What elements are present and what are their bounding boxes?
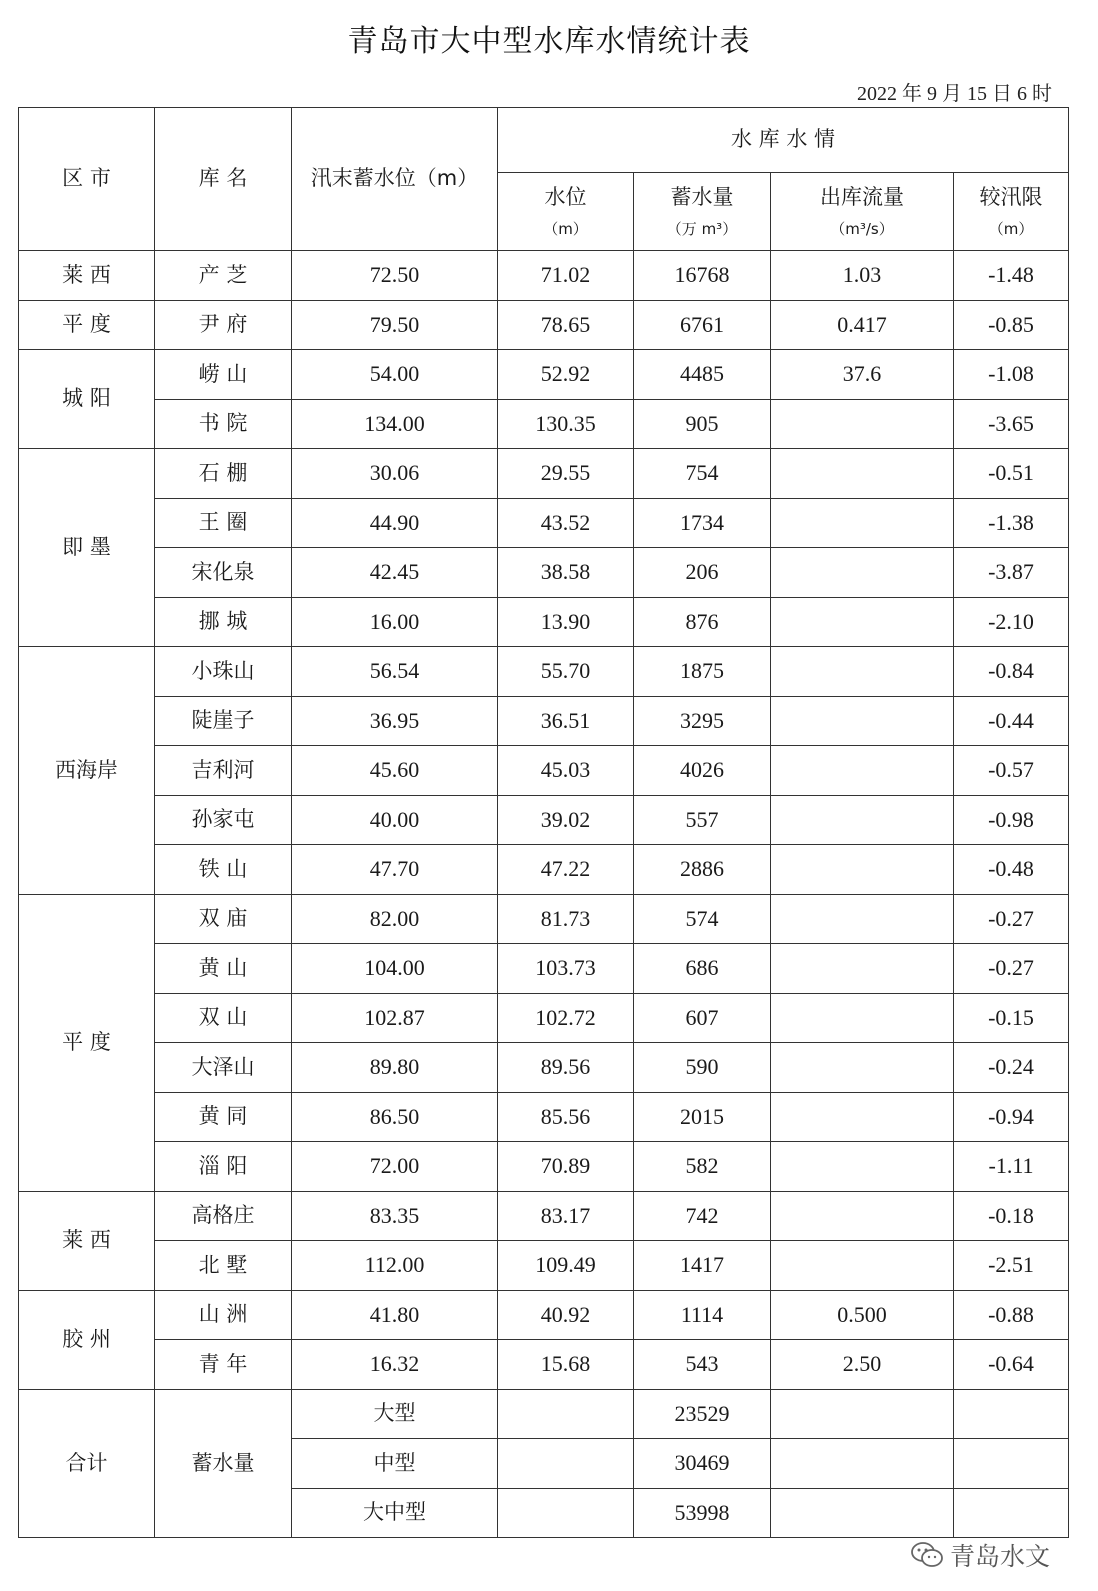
table-row	[19, 1241, 1069, 1291]
vs-limit-cell: -0.98	[954, 795, 1069, 845]
reservoir-name-cell: 高格庄	[155, 1191, 292, 1241]
header-water-level-unit: （m）	[543, 219, 588, 238]
storage-cell: 686	[634, 944, 771, 994]
reservoir-name-cell: 石 棚	[155, 449, 292, 499]
storage-cell: 3295	[634, 696, 771, 746]
page-title: 青岛市大中型水库水情统计表	[347, 24, 751, 59]
total-measure-cell: 蓄水量	[155, 1389, 292, 1538]
total-type-cell: 大中型	[292, 1488, 498, 1538]
table-row	[19, 944, 1069, 994]
vs-limit-cell: -1.08	[954, 350, 1069, 400]
outflow-cell	[771, 498, 954, 548]
vs-limit-cell: -0.27	[954, 894, 1069, 944]
vs-limit-cell: -0.18	[954, 1191, 1069, 1241]
header-vs-limit	[954, 173, 1069, 251]
vs-limit-cell: -2.10	[954, 597, 1069, 647]
reservoir-name-cell: 小珠山	[155, 647, 292, 697]
water-level-cell: 52.92	[498, 350, 634, 400]
table-row	[19, 399, 1069, 449]
header-district: 区 市	[19, 108, 155, 251]
flood-end-level-cell: 45.60	[292, 746, 498, 796]
flood-end-level-cell: 16.00	[292, 597, 498, 647]
outflow-cell	[771, 894, 954, 944]
outflow-cell	[771, 399, 954, 449]
flood-end-level-cell: 112.00	[292, 1241, 498, 1291]
storage-cell: 1875	[634, 647, 771, 697]
reservoir-name-cell: 大泽山	[155, 1043, 292, 1093]
watermark	[910, 1537, 1050, 1573]
table-row	[19, 993, 1069, 1043]
flood-end-level-cell: 44.90	[292, 498, 498, 548]
storage-cell: 557	[634, 795, 771, 845]
table-row	[19, 1340, 1069, 1390]
storage-cell: 4485	[634, 350, 771, 400]
storage-cell: 1734	[634, 498, 771, 548]
reservoir-name-cell: 双 山	[155, 993, 292, 1043]
water-level-cell: 83.17	[498, 1191, 634, 1241]
watermark-text: 青岛水文	[949, 1542, 1050, 1571]
water-level-cell: 103.73	[498, 944, 634, 994]
header-storage-label: 蓄水量	[670, 184, 734, 209]
total-storage-cell: 23529	[634, 1389, 771, 1439]
vs-limit-cell: -0.88	[954, 1290, 1069, 1340]
total-type-cell: 中型	[292, 1439, 498, 1489]
header-vs-limit-unit: （m）	[988, 219, 1034, 238]
storage-cell: 2015	[634, 1092, 771, 1142]
district-cell: 城 阳	[19, 350, 155, 449]
reservoir-name-cell: 陡崖子	[155, 696, 292, 746]
reservoir-name-cell: 孙家屯	[155, 795, 292, 845]
water-level-cell: 81.73	[498, 894, 634, 944]
outflow-cell	[771, 1241, 954, 1291]
table-row	[19, 350, 1069, 400]
outflow-cell	[771, 647, 954, 697]
outflow-cell	[771, 696, 954, 746]
table-row	[19, 696, 1069, 746]
table-row	[19, 1142, 1069, 1192]
storage-cell: 4026	[634, 746, 771, 796]
flood-end-level-cell: 40.00	[292, 795, 498, 845]
flood-end-level-cell: 16.32	[292, 1340, 498, 1390]
storage-cell: 754	[634, 449, 771, 499]
storage-cell: 876	[634, 597, 771, 647]
header-storage	[634, 173, 771, 251]
storage-cell: 6761	[634, 300, 771, 350]
flood-end-level-cell: 89.80	[292, 1043, 498, 1093]
table-row	[19, 548, 1069, 598]
water-level-cell: 13.90	[498, 597, 634, 647]
header-outflow-label: 出库流量	[820, 184, 904, 209]
vs-limit-cell: -0.24	[954, 1043, 1069, 1093]
flood-end-level-cell: 30.06	[292, 449, 498, 499]
outflow-cell	[771, 1043, 954, 1093]
vs-limit-cell: -3.65	[954, 399, 1069, 449]
outflow-cell	[771, 597, 954, 647]
water-level-cell: 15.68	[498, 1340, 634, 1390]
flood-end-level-cell: 102.87	[292, 993, 498, 1043]
vs-limit-cell: -2.51	[954, 1241, 1069, 1291]
vs-limit-cell: -0.94	[954, 1092, 1069, 1142]
storage-cell: 1417	[634, 1241, 771, 1291]
table-body	[19, 251, 1069, 1538]
header-reservoir: 库 名	[155, 108, 292, 251]
table-row	[19, 498, 1069, 548]
flood-end-level-cell: 54.00	[292, 350, 498, 400]
outflow-cell	[771, 795, 954, 845]
flood-end-level-cell: 36.95	[292, 696, 498, 746]
table-row	[19, 1092, 1069, 1142]
vs-limit-cell: -3.87	[954, 548, 1069, 598]
water-level-cell: 39.02	[498, 795, 634, 845]
water-level-cell: 102.72	[498, 993, 634, 1043]
water-level-cell: 78.65	[498, 300, 634, 350]
outflow-cell	[771, 845, 954, 895]
storage-cell: 590	[634, 1043, 771, 1093]
outflow-cell	[771, 1191, 954, 1241]
outflow-cell: 37.6	[771, 350, 954, 400]
water-level-cell: 45.03	[498, 746, 634, 796]
flood-end-level-cell: 134.00	[292, 399, 498, 449]
storage-cell: 16768	[634, 251, 771, 301]
table-row	[19, 449, 1069, 499]
outflow-cell	[771, 944, 954, 994]
header-water-level	[498, 173, 634, 251]
storage-cell: 607	[634, 993, 771, 1043]
water-level-cell: 38.58	[498, 548, 634, 598]
water-level-cell: 36.51	[498, 696, 634, 746]
total-type-cell: 大型	[292, 1389, 498, 1439]
outflow-cell	[771, 1142, 954, 1192]
storage-cell: 206	[634, 548, 771, 598]
header-outflow-unit: （m³/s）	[830, 219, 894, 238]
flood-end-level-cell: 47.70	[292, 845, 498, 895]
reservoir-name-cell: 铁 山	[155, 845, 292, 895]
total-empty-cell	[771, 1389, 954, 1439]
total-empty-cell	[954, 1488, 1069, 1538]
reservoir-name-cell: 青 年	[155, 1340, 292, 1390]
table-row	[19, 647, 1069, 697]
header-outflow	[771, 173, 954, 251]
reservoir-name-cell: 黄 山	[155, 944, 292, 994]
district-cell: 即 墨	[19, 449, 155, 647]
outflow-cell	[771, 548, 954, 598]
water-level-cell: 55.70	[498, 647, 634, 697]
reservoir-name-cell: 王 圈	[155, 498, 292, 548]
header-water-regime: 水 库 水 情	[498, 108, 1069, 173]
water-level-cell: 47.22	[498, 845, 634, 895]
total-empty-cell	[498, 1488, 634, 1538]
header-flood-end-level: 汛末蓄水位（m）	[292, 108, 498, 251]
total-label-cell: 合计	[19, 1389, 155, 1538]
reservoir-name-cell: 北 墅	[155, 1241, 292, 1291]
total-storage-cell: 30469	[634, 1439, 771, 1489]
wechat-icon	[910, 1541, 944, 1569]
header-water-level-label: 水位	[544, 184, 587, 209]
outflow-cell: 1.03	[771, 251, 954, 301]
outflow-cell: 0.417	[771, 300, 954, 350]
vs-limit-cell: -1.48	[954, 251, 1069, 301]
vs-limit-cell: -0.85	[954, 300, 1069, 350]
outflow-cell	[771, 993, 954, 1043]
flood-end-level-cell: 104.00	[292, 944, 498, 994]
outflow-cell	[771, 1092, 954, 1142]
reservoir-name-cell: 山 洲	[155, 1290, 292, 1340]
vs-limit-cell: -0.27	[954, 944, 1069, 994]
vs-limit-cell: -0.84	[954, 647, 1069, 697]
district-cell: 莱 西	[19, 1191, 155, 1290]
vs-limit-cell: -0.64	[954, 1340, 1069, 1390]
vs-limit-cell: -0.51	[954, 449, 1069, 499]
table-row	[19, 795, 1069, 845]
total-empty-cell	[954, 1439, 1069, 1489]
report-date: 2022 年 9 月 15 日 6 时	[857, 83, 1052, 105]
vs-limit-cell: -0.44	[954, 696, 1069, 746]
vs-limit-cell: -0.15	[954, 993, 1069, 1043]
storage-cell: 742	[634, 1191, 771, 1241]
table-row	[19, 1290, 1069, 1340]
flood-end-level-cell: 83.35	[292, 1191, 498, 1241]
total-empty-cell	[771, 1488, 954, 1538]
reservoir-name-cell: 尹 府	[155, 300, 292, 350]
header-storage-unit: （万 m³）	[666, 219, 738, 238]
water-level-cell: 40.92	[498, 1290, 634, 1340]
total-empty-cell	[498, 1439, 634, 1489]
reservoir-table	[18, 107, 1069, 1538]
flood-end-level-cell: 79.50	[292, 300, 498, 350]
vs-limit-cell: -0.48	[954, 845, 1069, 895]
storage-cell: 574	[634, 894, 771, 944]
water-level-cell: 43.52	[498, 498, 634, 548]
district-cell: 平 度	[19, 300, 155, 350]
district-cell: 平 度	[19, 894, 155, 1191]
table-row	[19, 1191, 1069, 1241]
total-empty-cell	[771, 1439, 954, 1489]
flood-end-level-cell: 72.00	[292, 1142, 498, 1192]
reservoir-name-cell: 吉利河	[155, 746, 292, 796]
vs-limit-cell: -1.38	[954, 498, 1069, 548]
outflow-cell: 2.50	[771, 1340, 954, 1390]
outflow-cell: 0.500	[771, 1290, 954, 1340]
reservoir-name-cell: 挪 城	[155, 597, 292, 647]
table-row	[19, 251, 1069, 301]
flood-end-level-cell: 41.80	[292, 1290, 498, 1340]
total-row	[19, 1389, 1069, 1439]
water-level-cell: 71.02	[498, 251, 634, 301]
table-row	[19, 1043, 1069, 1093]
flood-end-level-cell: 72.50	[292, 251, 498, 301]
flood-end-level-cell: 82.00	[292, 894, 498, 944]
reservoir-name-cell: 淄 阳	[155, 1142, 292, 1192]
water-level-cell: 85.56	[498, 1092, 634, 1142]
table-row	[19, 894, 1069, 944]
water-level-cell: 89.56	[498, 1043, 634, 1093]
header-vs-limit-label: 较汛限	[979, 184, 1043, 209]
water-level-cell: 70.89	[498, 1142, 634, 1192]
storage-cell: 582	[634, 1142, 771, 1192]
total-empty-cell	[498, 1389, 634, 1439]
flood-end-level-cell: 56.54	[292, 647, 498, 697]
water-level-cell: 29.55	[498, 449, 634, 499]
total-storage-cell: 53998	[634, 1488, 771, 1538]
reservoir-name-cell: 书 院	[155, 399, 292, 449]
reservoir-name-cell: 黄 同	[155, 1092, 292, 1142]
flood-end-level-cell: 86.50	[292, 1092, 498, 1142]
table-row	[19, 597, 1069, 647]
district-cell: 胶 州	[19, 1290, 155, 1389]
table-row	[19, 300, 1069, 350]
storage-cell: 2886	[634, 845, 771, 895]
outflow-cell	[771, 746, 954, 796]
district-cell: 西海岸	[19, 647, 155, 895]
reservoir-name-cell: 宋化泉	[155, 548, 292, 598]
outflow-cell	[771, 449, 954, 499]
table-row	[19, 746, 1069, 796]
water-level-cell: 130.35	[498, 399, 634, 449]
vs-limit-cell: -0.57	[954, 746, 1069, 796]
vs-limit-cell: -1.11	[954, 1142, 1069, 1192]
total-empty-cell	[954, 1389, 1069, 1439]
water-level-cell: 109.49	[498, 1241, 634, 1291]
storage-cell: 1114	[634, 1290, 771, 1340]
reservoir-name-cell: 崂 山	[155, 350, 292, 400]
district-cell: 莱 西	[19, 251, 155, 301]
storage-cell: 543	[634, 1340, 771, 1390]
table-row	[19, 845, 1069, 895]
storage-cell: 905	[634, 399, 771, 449]
reservoir-name-cell: 双 庙	[155, 894, 292, 944]
reservoir-name-cell: 产 芝	[155, 251, 292, 301]
flood-end-level-cell: 42.45	[292, 548, 498, 598]
